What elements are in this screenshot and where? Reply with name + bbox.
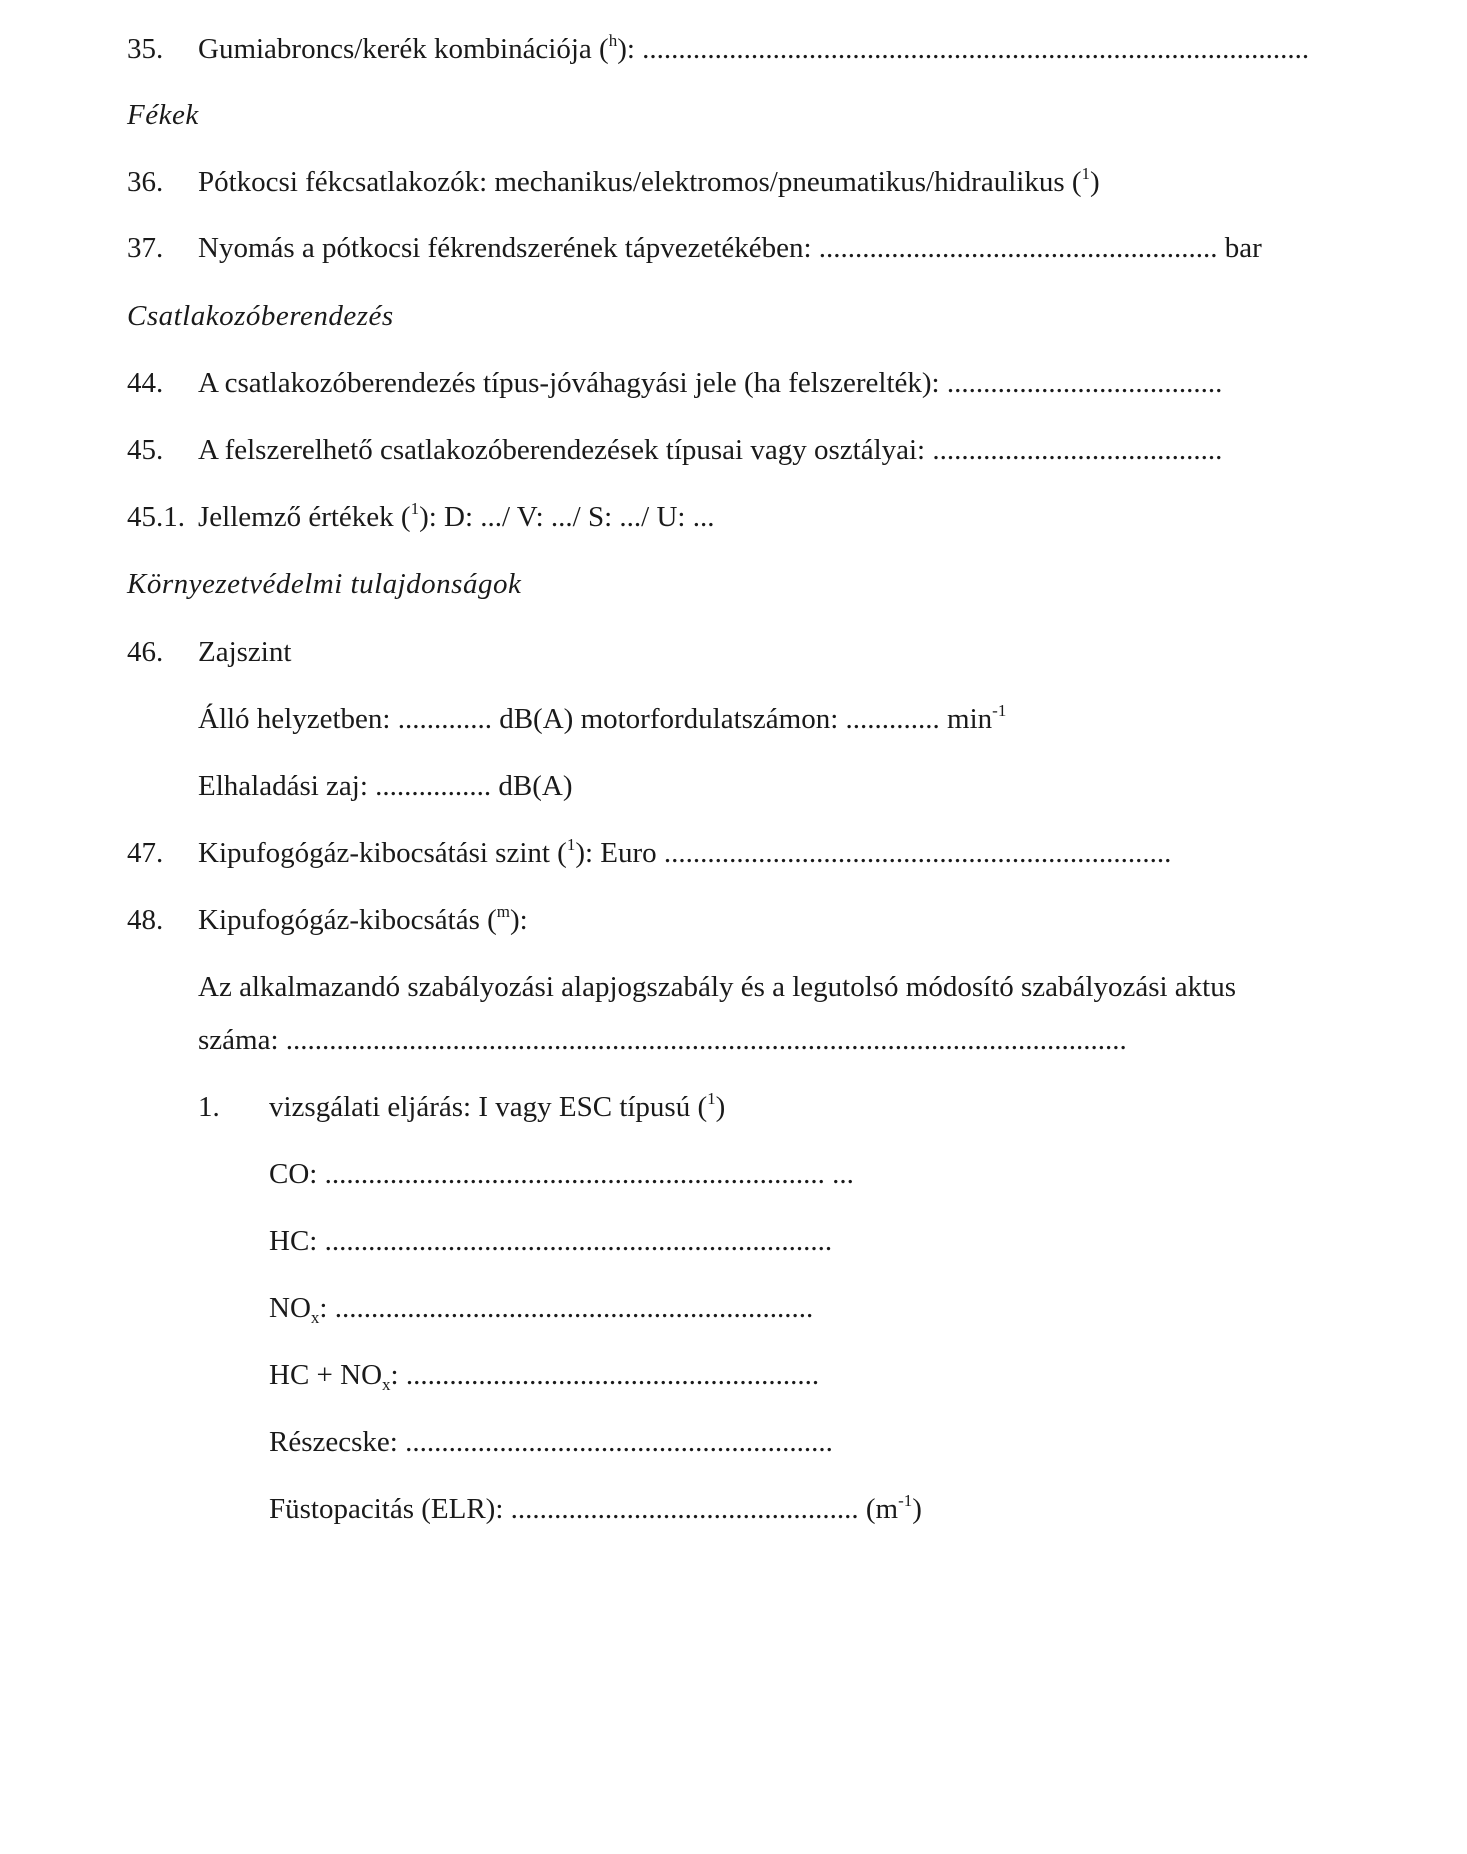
item-36-text: Pótkocsi fékcsatlakozók: mechanikus/elektromos/pneumatikus/hidraulikus ( bbox=[198, 166, 1082, 198]
nox-dotted: : .................................................................. bbox=[319, 1292, 814, 1324]
item-48-text: Kipufogógáz-kibocsátás ( bbox=[198, 904, 497, 936]
footnote-ref-1: 1 bbox=[707, 1089, 716, 1108]
item-36-trailer-brake-connectors bbox=[198, 164, 1100, 198]
co-field: CO: ..................................................................... ... bbox=[269, 1158, 854, 1190]
test-procedure-number: 1. bbox=[198, 1091, 220, 1123]
section-heading-brakes: Fékek bbox=[127, 99, 199, 131]
stationary-noise-line bbox=[198, 701, 1007, 735]
item-number-46: 46. bbox=[127, 636, 164, 668]
section-heading-coupling-device: Csatlakozóberendezés bbox=[127, 300, 394, 332]
item-number-47: 47. bbox=[127, 837, 164, 869]
item-45-1-text: Jellemző értékek ( bbox=[198, 501, 411, 533]
item-number-37: 37. bbox=[127, 232, 164, 264]
item-48-close: ): bbox=[510, 904, 528, 936]
footnote-ref-1: 1 bbox=[566, 835, 576, 854]
item-46-noise-level: Zajszint bbox=[198, 636, 292, 668]
unit-exponent: -1 bbox=[898, 1491, 913, 1510]
smoke-opacity-close: ) bbox=[912, 1493, 922, 1525]
drive-by-noise-line: Elhaladási zaj: ................ dB(A) bbox=[198, 770, 573, 802]
item-47-exhaust-emission-level bbox=[198, 835, 1172, 869]
item-35-dotted-field: ): ............................................................................................ bbox=[617, 33, 1310, 65]
unit-exponent: -1 bbox=[992, 701, 1007, 720]
hc-nox-dotted: : ......................................................... bbox=[390, 1359, 820, 1391]
hc-nox-subscript: x bbox=[382, 1375, 391, 1394]
item-45-1-values: ): D: .../ V: .../ S: .../ U: ... bbox=[419, 501, 715, 533]
hc-field: HC: ...................................................................... bbox=[269, 1225, 833, 1257]
item-47-text: Kipufogógáz-kibocsátási szint ( bbox=[198, 837, 567, 869]
regulation-paragraph-line-1: Az alkalmazandó szabályozási alapjogszabály és a legutolsó módosító szabályozási aktus bbox=[198, 971, 1237, 1003]
nox-subscript: x bbox=[310, 1308, 320, 1327]
hc-nox-label: HC + NO bbox=[269, 1359, 383, 1391]
particulate-field: Részecske: ........................................................... bbox=[269, 1426, 833, 1458]
stationary-noise-text: Álló helyzetben: ............. dB(A) motorfordulatszámon: ............. min bbox=[198, 703, 993, 735]
footnote-ref-1: 1 bbox=[1081, 164, 1091, 183]
test-procedure-close: ) bbox=[715, 1091, 726, 1123]
smoke-opacity-field bbox=[269, 1491, 922, 1525]
item-number-36: 36. bbox=[127, 166, 164, 198]
item-37-supply-line-pressure: Nyomás a pótkocsi fékrendszerének tápvezetékében: ....................................................... bar bbox=[198, 232, 1262, 264]
item-44-coupling-approval-mark: A csatlakozóberendezés típus-jóváhagyási jele (ha felszerelték): ...................................... bbox=[198, 367, 1223, 399]
section-heading-environmental: Környezetvédelmi tulajdonságok bbox=[127, 568, 522, 600]
nox-field bbox=[269, 1292, 814, 1327]
item-number-45-1: 45.1. bbox=[127, 501, 185, 533]
item-47-dotted-field: ): Euro ...................................................................... bbox=[575, 837, 1172, 869]
item-35-text: Gumiabroncs/kerék kombinációja ( bbox=[198, 33, 609, 65]
footnote-ref-h: h bbox=[608, 31, 618, 50]
item-number-35: 35. bbox=[127, 33, 164, 65]
item-35-tire-wheel-combination bbox=[198, 31, 1310, 65]
footnote-ref-1: 1 bbox=[410, 499, 420, 518]
item-number-44: 44. bbox=[127, 367, 164, 399]
footnote-ref-m: m bbox=[496, 902, 510, 921]
test-procedure-line bbox=[269, 1089, 726, 1123]
item-number-48: 48. bbox=[127, 904, 164, 936]
hc-nox-field bbox=[269, 1359, 820, 1394]
item-45-1-characteristic-values bbox=[198, 499, 715, 533]
item-number-45: 45. bbox=[127, 434, 164, 466]
item-45-coupling-types: A felszerelhető csatlakozóberendezések típusai vagy osztályai: ........................................ bbox=[198, 434, 1223, 466]
item-36-close: ) bbox=[1090, 166, 1100, 198]
regulation-paragraph-line-2: száma: .................................................................................................................... bbox=[198, 1024, 1127, 1056]
nox-label: NO bbox=[269, 1292, 311, 1324]
item-48-exhaust-emissions bbox=[198, 902, 528, 936]
smoke-opacity-text: Füstopacitás (ELR): ................................................ (m bbox=[269, 1493, 899, 1525]
test-procedure-text: vizsgálati eljárás: I vagy ESC típusú ( bbox=[269, 1091, 708, 1123]
